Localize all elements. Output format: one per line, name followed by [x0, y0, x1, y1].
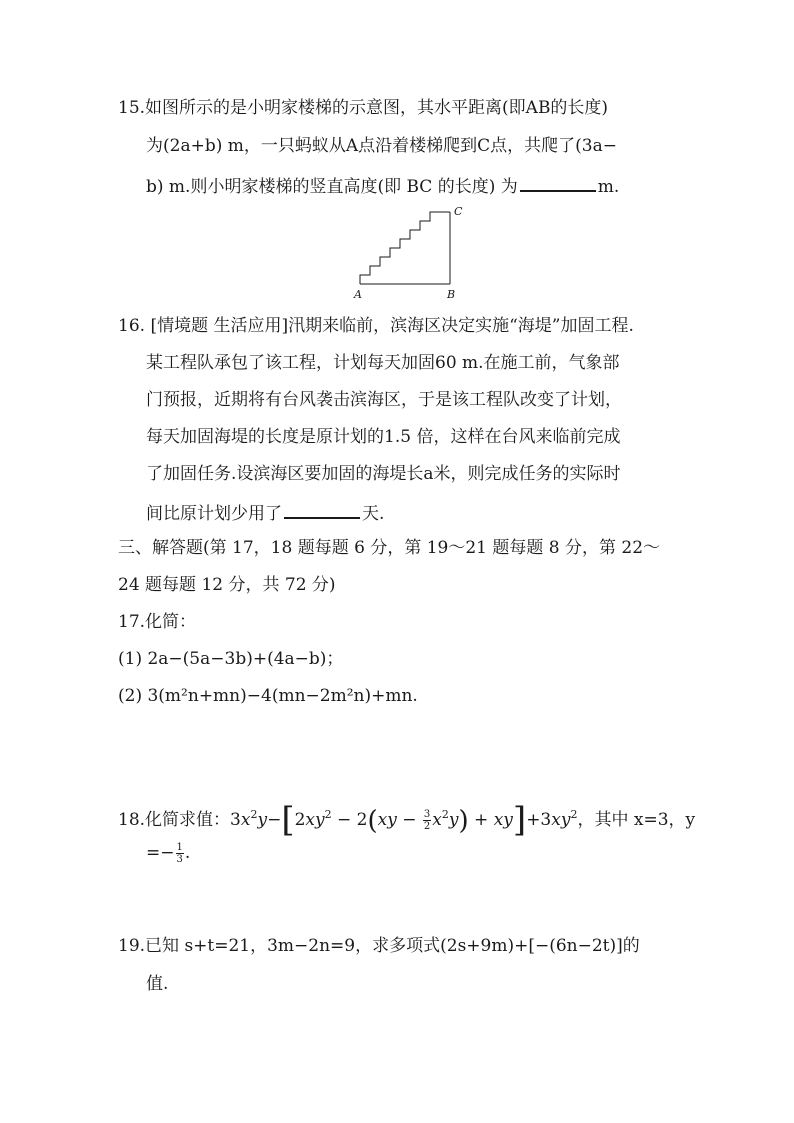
q18-expression: $3x^2y-[2xy^2 - 2(xy$ − $\frac{3}{2}$ $x^2y) + xy]+3xy^2$ [230, 800, 578, 840]
point-c-label: C [454, 205, 463, 218]
q18-line-1 [118, 800, 696, 840]
q15-line-1: 15.如图所示的是小明家楼梯的示意图，其水平距离(即AB的长度) [118, 98, 609, 118]
point-b-label: B [447, 288, 456, 301]
q16-unit: 天. [362, 504, 385, 524]
q17-part-1: (1) 2a−(5a−3b)+(4a−b)； [118, 649, 344, 669]
stair-steps [360, 212, 450, 284]
q19-line-1: 19.已知 s+t=21，3m−2n=9，求多项式(2s+9m)+[−(6n−2t)]的 [118, 936, 640, 956]
q19-line-2: 值. [146, 974, 169, 994]
q15-line-3 [146, 172, 619, 199]
fraction-one-third: $\frac{1}{3}$ [176, 842, 183, 865]
q16-line-6-text: 间比原计划少用了 [146, 504, 282, 524]
fraction-three-halves: $\frac{3}{2}$ [423, 809, 431, 832]
q15-line-2: 为(2a+b) m，一只蚂蚁从A点沿着楼梯爬到C点，共爬了(3a− [146, 136, 617, 156]
q16-line-1: 16. [情境题 生活应用]汛期来临前，滨海区决定实施“海堤”加固工程. [118, 316, 634, 336]
q16-line-3: 门预报，近期将有台风袭击滨海区，于是该工程队改变了计划， [146, 390, 622, 410]
q15-answer-blank[interactable] [520, 172, 596, 192]
q16-line-6 [146, 499, 384, 526]
q16-answer-blank[interactable] [284, 499, 360, 519]
q17-title: 17.化简： [118, 612, 197, 632]
q16-line-5: 了加固任务.设滨海区要加固的海堤长a米，则完成任务的实际时 [146, 464, 621, 484]
q18-prefix: 18.化简求值： [118, 810, 231, 830]
q18-equals: =− [146, 843, 175, 863]
staircase-figure [350, 202, 480, 302]
q15-unit: m. [597, 177, 620, 197]
section-3-heading-cont: 24 题每题 12 分，共 72 分) [118, 575, 336, 595]
q15-line-3-text: b) m.则小明家楼梯的竖直高度(即 BC 的长度) 为 [146, 177, 518, 197]
q16-line-4: 每天加固海堤的长度是原计划的1.5 倍，这样在台风来临前完成 [146, 427, 621, 447]
point-a-label: A [354, 288, 362, 301]
section-3-heading: 三、解答题(第 17，18 题每题 6 分，第 19～21 题每题 8 分，第 22～ [118, 538, 661, 558]
q17-part-2: (2) 3(m²n+mn)−4(mn−2m²n)+mn. [118, 686, 418, 706]
q18-line-2: =− $\frac{1}{3}$ . [146, 842, 191, 865]
q16-line-2: 某工程队承包了该工程，计划每天加固60 m.在施工前，气象部 [146, 353, 620, 373]
q18-condition: ，其中 x=3，y [577, 810, 696, 830]
